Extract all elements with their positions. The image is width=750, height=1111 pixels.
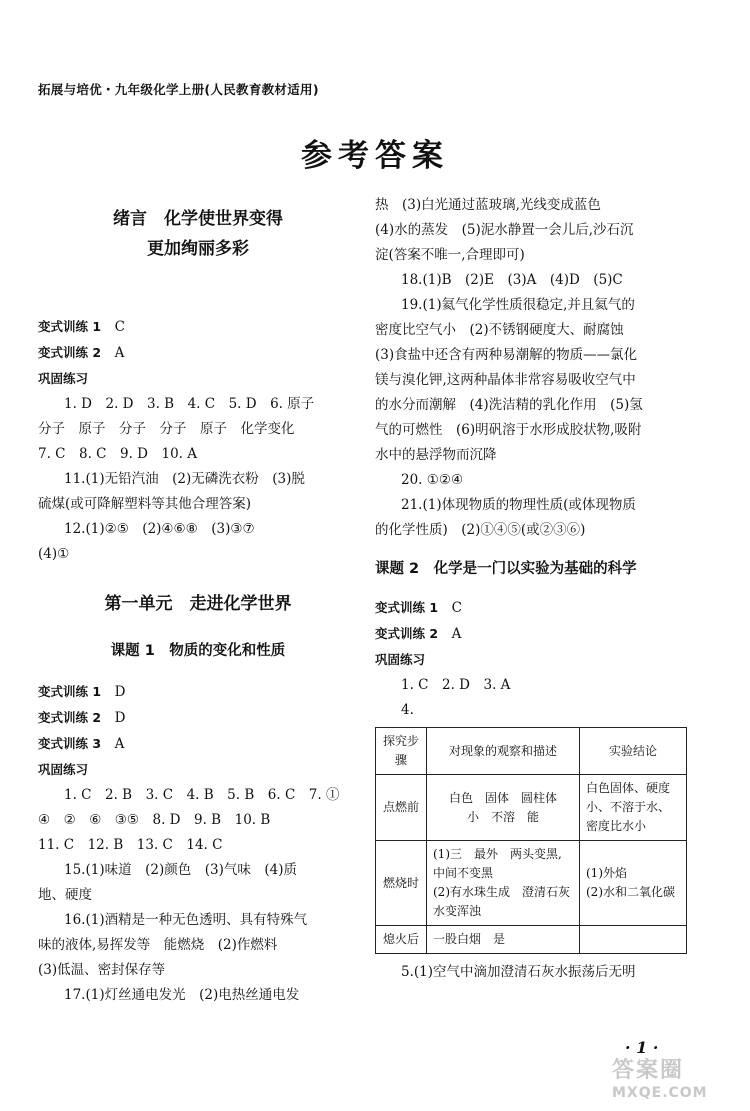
unit1-subheading: 课题 1 物质的变化和性质 (110, 643, 286, 659)
answer-text: 的水分而潮解 (4)洗洁精的乳化作用 (5)氢 (375, 397, 643, 413)
answer-label: 变式训练 1 (38, 684, 102, 699)
answer-text: 18.(1)B (2)E (3)A (4)D (5)C (401, 272, 623, 288)
page-number: · 1 · (625, 1038, 659, 1057)
answer-line (375, 318, 695, 343)
answer-text: 1. C 2. B 3. C 4. B 5. B 6. C 7. ① (64, 787, 340, 803)
answer-text: 20. ①②④ (401, 472, 464, 488)
answer-line (38, 958, 358, 983)
answer-line (375, 293, 695, 318)
answer-line (38, 983, 358, 1008)
answer-text: 味的液体,易挥发等 能燃烧 (2)作燃料 (38, 937, 278, 953)
answer-label: 巩固练习 (38, 762, 89, 777)
table-header-row (376, 728, 687, 775)
answer-line (38, 417, 358, 442)
answer-line (38, 442, 358, 467)
answer-label: 巩固练习 (375, 652, 426, 667)
watermark-url: MXQE.COM (612, 1085, 708, 1101)
table-cell: 一股白烟 是 (427, 926, 580, 954)
unit1-answers (38, 679, 358, 1008)
answer-text: C (451, 600, 462, 616)
answer-text: 4. (401, 702, 414, 718)
answer-line (38, 340, 358, 366)
answer-text: ④ ② ⑥ ③⑤ 8. D 9. B 10. B (38, 812, 271, 828)
table-row (376, 775, 687, 841)
answer-label: 变式训练 2 (38, 345, 102, 360)
watermark-logo (612, 1058, 738, 1104)
answer-label: 变式训练 1 (38, 319, 102, 334)
table-row (376, 926, 687, 954)
answer-text: (3)低温、密封保存等 (38, 962, 166, 978)
answer-text: A (451, 626, 462, 642)
answer-text: 7. C 8. C 9. D 10. A (38, 446, 198, 462)
answer-label: 变式训练 3 (38, 736, 102, 751)
answer-line (375, 193, 695, 218)
answer-line (375, 368, 695, 393)
answer-text: (4)① (38, 546, 70, 562)
answer-text: 1. D 2. D 3. B 4. C 5. D 6. 原子 (64, 396, 315, 412)
intro-answers (38, 314, 358, 567)
answer-text: A (114, 345, 125, 361)
page-header: 拓展与培优・九年级化学上册(人民教育教材适用) (38, 82, 319, 97)
answer-line (38, 833, 358, 858)
answer-line (375, 468, 695, 493)
answer-text: (3)食盐中还含有两种易潮解的物质——氯化 (375, 347, 638, 363)
continued-answers (375, 193, 695, 543)
answer-line (38, 808, 358, 833)
watermark-text: 答案圈 (612, 1058, 685, 1083)
table-cell: 熄火后 (376, 926, 427, 954)
answer-text: C (114, 319, 125, 335)
answer-text: D (114, 684, 126, 700)
answer-line (375, 698, 695, 723)
answer-text: 淀(答案不唯一,合理即可) (375, 247, 525, 263)
answer-line (375, 621, 695, 647)
answer-line (375, 218, 695, 243)
answer-line (375, 443, 695, 468)
answer-line (38, 705, 358, 731)
answer-line (38, 757, 358, 783)
answer-line (375, 268, 695, 293)
answer-text: 17.(1)灯丝通电发光 (2)电热丝通电发 (64, 987, 300, 1003)
answer-line (38, 517, 358, 542)
answer-line (375, 393, 695, 418)
answer-line (375, 343, 695, 368)
answer-line (375, 243, 695, 268)
answer-text: A (114, 736, 125, 752)
answer-line (38, 392, 358, 417)
table-cell: 白色固体、硬度小、不溶于水、密度比水小 (580, 775, 687, 841)
experiment-table (375, 727, 687, 954)
answer-line (38, 731, 358, 757)
answer-text: D (114, 710, 126, 726)
table-row (376, 841, 687, 926)
table-cell: (1)外焰 (2)水和二氧化碳 (580, 841, 687, 926)
unit1-heading: 第一单元 走进化学世界 (104, 594, 292, 614)
answer-text: 1. C 2. D 3. A (401, 677, 511, 693)
answer-text: 水中的悬浮物而沉降 (375, 447, 497, 463)
answer-line (375, 418, 695, 443)
answer-text: 15.(1)味道 (2)颜色 (3)气味 (4)质 (64, 862, 297, 878)
answer-text: 分子 原子 分子 分子 原子 化学变化 (38, 421, 295, 437)
answer-text: 气的可燃性 (6)明矾溶于水形成胶状物,吸附 (375, 422, 642, 438)
answer-line: 5.(1)空气中滴加澄清石灰水振荡后无明 (401, 964, 636, 980)
answer-line (375, 493, 695, 518)
topic2-answers (375, 595, 695, 723)
table-cell (580, 926, 687, 954)
answer-text: 的化学性质) (2)①④⑤(或②③⑥) (375, 522, 586, 538)
topic2-heading: 课题 2 化学是一门以实验为基础的科学 (375, 561, 637, 577)
answer-line (38, 783, 358, 808)
answer-text: (4)水的蒸发 (5)泥水静置一会儿后,沙石沉 (375, 222, 634, 238)
answer-label: 变式训练 1 (375, 600, 439, 615)
intro-heading-2: 更加绚丽多彩 (147, 239, 249, 259)
answer-text: 密度比空气小 (2)不锈钢硬度大、耐腐蚀 (375, 322, 624, 338)
table-header-cell: 对现象的观察和描述 (427, 728, 580, 775)
answer-line (38, 366, 358, 392)
table-cell: 白色 固体 圆柱体 小 不溶 能 (427, 775, 580, 841)
answer-line (375, 647, 695, 673)
answer-text: 硫煤(或可降解塑料等其他合理答案) (38, 496, 252, 512)
answer-line (375, 673, 695, 698)
answer-label: 变式训练 2 (375, 626, 439, 641)
answer-text: 16.(1)酒精是一种无色透明、具有特殊气 (64, 912, 308, 928)
answer-text: 12.(1)②⑤ (2)④⑥⑧ (3)③⑦ (64, 521, 255, 537)
answer-text: 11. C 12. B 13. C 14. C (38, 837, 223, 853)
answer-text: 热 (3)白光通过蓝玻璃,光线变成蓝色 (375, 197, 601, 213)
answer-line (38, 933, 358, 958)
answer-line (38, 883, 358, 908)
left-column (38, 190, 358, 1008)
table-cell: 点燃前 (376, 775, 427, 841)
table-cell: 燃烧时 (376, 841, 427, 926)
answer-line (38, 467, 358, 492)
answer-label: 变式训练 2 (38, 710, 102, 725)
page-title: 参考答案 (301, 138, 449, 174)
answer-line (38, 858, 358, 883)
right-column (375, 193, 695, 985)
answer-label: 巩固练习 (38, 371, 89, 386)
answer-line (375, 518, 695, 543)
answer-line (38, 542, 358, 567)
answer-text: 11.(1)无铅汽油 (2)无磷洗衣粉 (3)脱 (64, 471, 305, 487)
table-header-cell: 探究步骤 (376, 728, 427, 775)
answer-text: 镁与溴化钾,这两种晶体非常容易吸收空气中 (375, 372, 636, 388)
answer-line (38, 492, 358, 517)
intro-heading-1: 绪言 化学使世界变得 (113, 209, 283, 229)
answer-line (375, 595, 695, 621)
answer-line (38, 314, 358, 340)
answer-text: 21.(1)体现物质的物理性质(或体现物质 (401, 497, 636, 513)
answer-text: 19.(1)氦气化学性质很稳定,并且氦气的 (401, 297, 635, 313)
table-cell: (1)三 最外 两头变黑,中间不变黑 (2)有水珠生成 澄清石灰水变浑浊 (427, 841, 580, 926)
answer-line (38, 679, 358, 705)
table-header-cell: 实验结论 (580, 728, 687, 775)
answer-text: 地、硬度 (38, 887, 92, 903)
answer-line (38, 908, 358, 933)
